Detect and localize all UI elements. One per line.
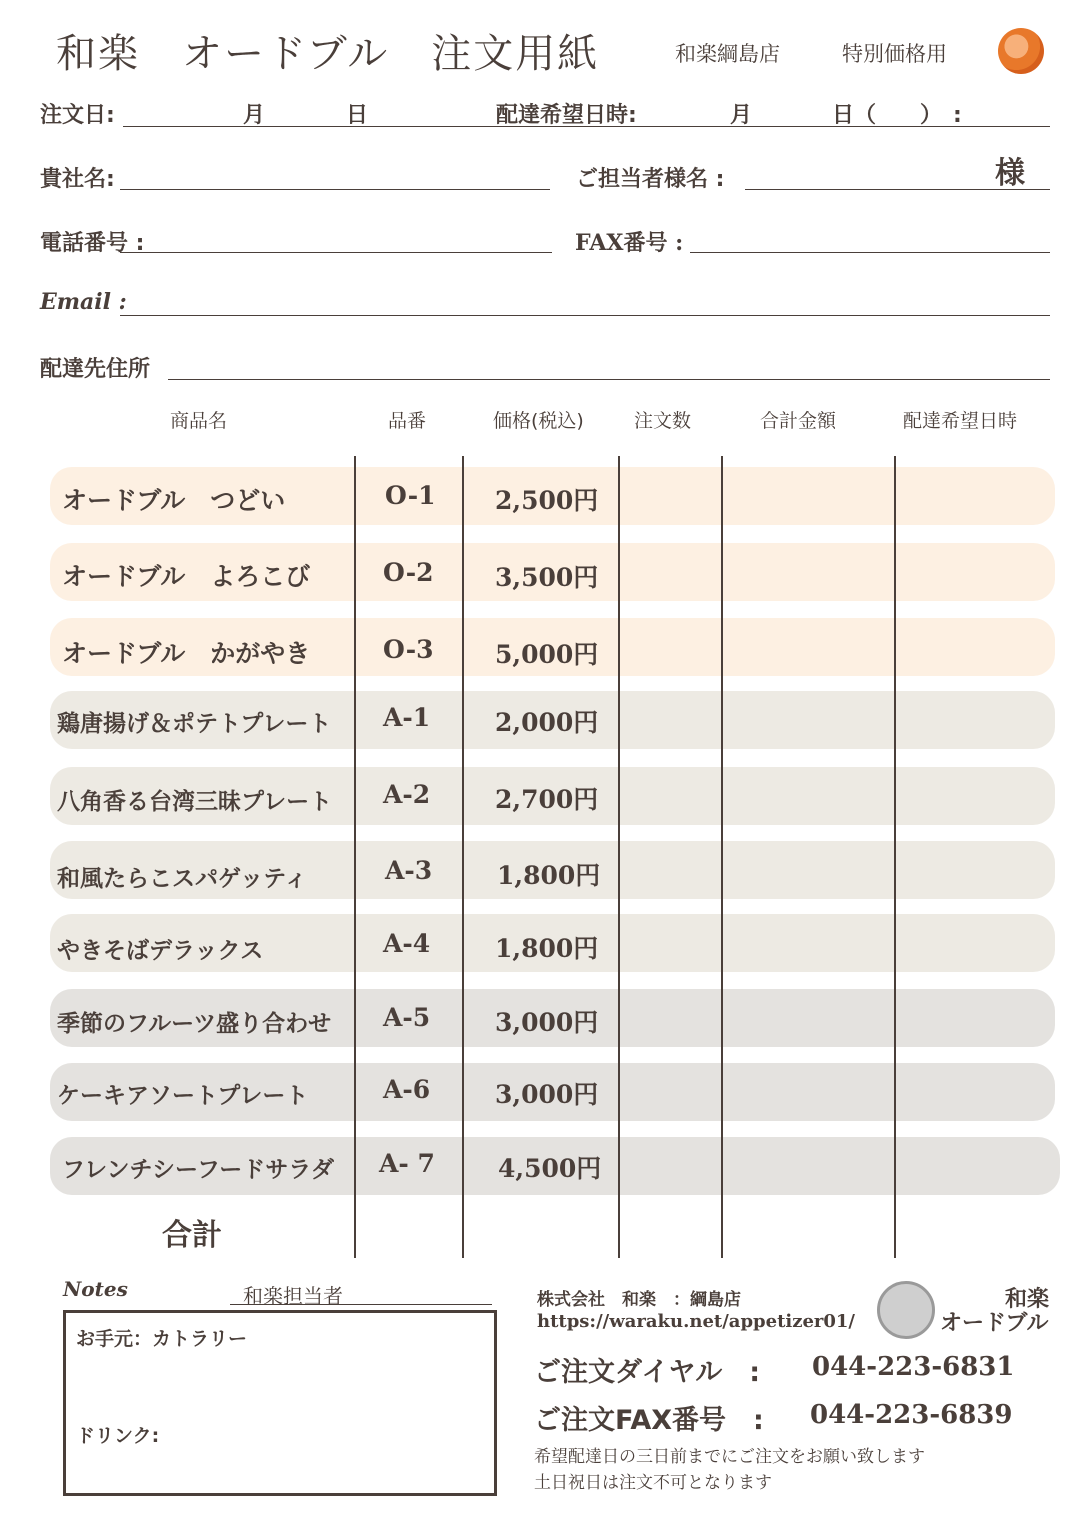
product-code: O-2	[383, 558, 434, 587]
product-price: 2,700円	[495, 785, 599, 814]
brand-logo-icon	[998, 28, 1044, 74]
order-fax-number[interactable]: 044-223-6839	[810, 1400, 1013, 1430]
page-title: 和楽 オードブル 注文用紙	[56, 31, 600, 77]
product-name: ケーキアソートプレート	[57, 1083, 309, 1109]
delivery-date-label: 配達希望日時:	[496, 103, 637, 128]
product-code: O-1	[385, 481, 436, 510]
delivery-day-label: 日（ ） :	[832, 103, 962, 128]
product-name: 鶏唐揚げ＆ポテトプレート	[57, 711, 332, 737]
company-label: 貴社名:	[40, 167, 115, 192]
address-field[interactable]	[168, 379, 1050, 380]
staff-label: 和楽担当者	[243, 1284, 343, 1308]
order-day-label: 日	[346, 103, 369, 128]
email-label: Email :	[40, 289, 127, 315]
drink-label: ドリンク:	[76, 1425, 160, 1447]
staff-field[interactable]	[230, 1304, 492, 1305]
product-name: オードブル つどい	[62, 486, 286, 515]
notes-label: Notes	[63, 1277, 128, 1301]
email-field[interactable]	[120, 315, 1050, 316]
order-month-label: 月	[243, 103, 266, 128]
header-delivery-date: 配達希望日時	[903, 410, 1018, 432]
logo-text-waraku: 和楽	[1005, 1287, 1050, 1312]
product-price: 3,000円	[495, 1008, 599, 1037]
deadline-note: 希望配達日の三日前までにご注文をお願い致します	[534, 1447, 925, 1467]
order-dial-number[interactable]: 044-223-6831	[812, 1352, 1015, 1382]
special-price-label: 特別価格用	[842, 42, 947, 66]
product-code: A-3	[385, 856, 433, 885]
column-divider	[721, 456, 723, 1258]
column-divider	[894, 456, 896, 1258]
product-price: 4,500円	[498, 1154, 602, 1183]
contact-label: ご担当者様名 :	[576, 167, 725, 192]
header-price: 価格(税込)	[493, 410, 584, 432]
product-price: 1,800円	[495, 934, 599, 963]
product-price: 3,000円	[495, 1080, 599, 1109]
order-dial-label: ご注文ダイヤル :	[534, 1357, 760, 1388]
order-fax-label: ご注文FAX番号 :	[534, 1405, 764, 1436]
order-date-label: 注文日:	[40, 103, 115, 128]
column-divider	[354, 456, 356, 1258]
product-price: 2,500円	[495, 486, 599, 515]
header-quantity: 注文数	[634, 410, 692, 432]
weekend-note: 土日祝日は注文不可となります	[534, 1473, 772, 1493]
company-field[interactable]	[120, 189, 550, 190]
product-price: 3,500円	[495, 563, 599, 592]
product-name: フレンチシーフードサラダ	[62, 1157, 334, 1183]
logo-text-hors-doeuvre: オードブル	[940, 1311, 1049, 1336]
address-label: 配達先住所	[40, 357, 151, 382]
product-code: A-4	[383, 929, 431, 958]
header-product-name: 商品名	[170, 410, 228, 432]
total-label: 合計	[162, 1218, 222, 1253]
product-price: 2,000円	[495, 708, 599, 737]
cutlery-label: お手元：カトラリー	[76, 1328, 248, 1350]
product-name: オードブル かがやき	[62, 639, 311, 668]
product-name: 和風たらこスパゲッティ	[57, 866, 308, 892]
product-name: 季節のフルーツ盛り合わせ	[57, 1011, 332, 1037]
product-code: A-2	[383, 780, 431, 809]
plate-logo-icon	[877, 1281, 935, 1339]
product-code: A- 7	[379, 1149, 435, 1178]
fax-field[interactable]	[690, 252, 1050, 253]
delivery-month-label: 月	[730, 103, 753, 128]
product-price: 5,000円	[495, 640, 599, 669]
fax-label: FAX番号 :	[575, 230, 684, 256]
header-total-amount: 合計金額	[760, 410, 837, 432]
product-code: A-5	[383, 1003, 431, 1032]
product-name: オードブル よろこび	[62, 562, 311, 591]
column-divider	[462, 456, 464, 1258]
phone-label: 電話番号 :	[40, 231, 145, 256]
store-name: 和楽綱島店	[675, 42, 780, 66]
product-name: 八角香る台湾三昧プレート	[57, 789, 333, 815]
sama-suffix: 様	[995, 156, 1025, 191]
product-code: A-6	[383, 1075, 431, 1104]
product-code: A-1	[383, 703, 431, 732]
header-code: 品番	[388, 410, 427, 432]
product-price: 1,800円	[497, 861, 601, 890]
phone-field[interactable]	[120, 252, 552, 253]
company-info: 株式会社 和楽 ：綱島店	[537, 1290, 741, 1310]
product-name: やきそばデラックス	[57, 938, 264, 964]
product-code: O-3	[383, 635, 434, 664]
column-divider	[618, 456, 620, 1258]
website-link[interactable]: https://waraku.net/appetizer01/	[537, 1311, 856, 1332]
